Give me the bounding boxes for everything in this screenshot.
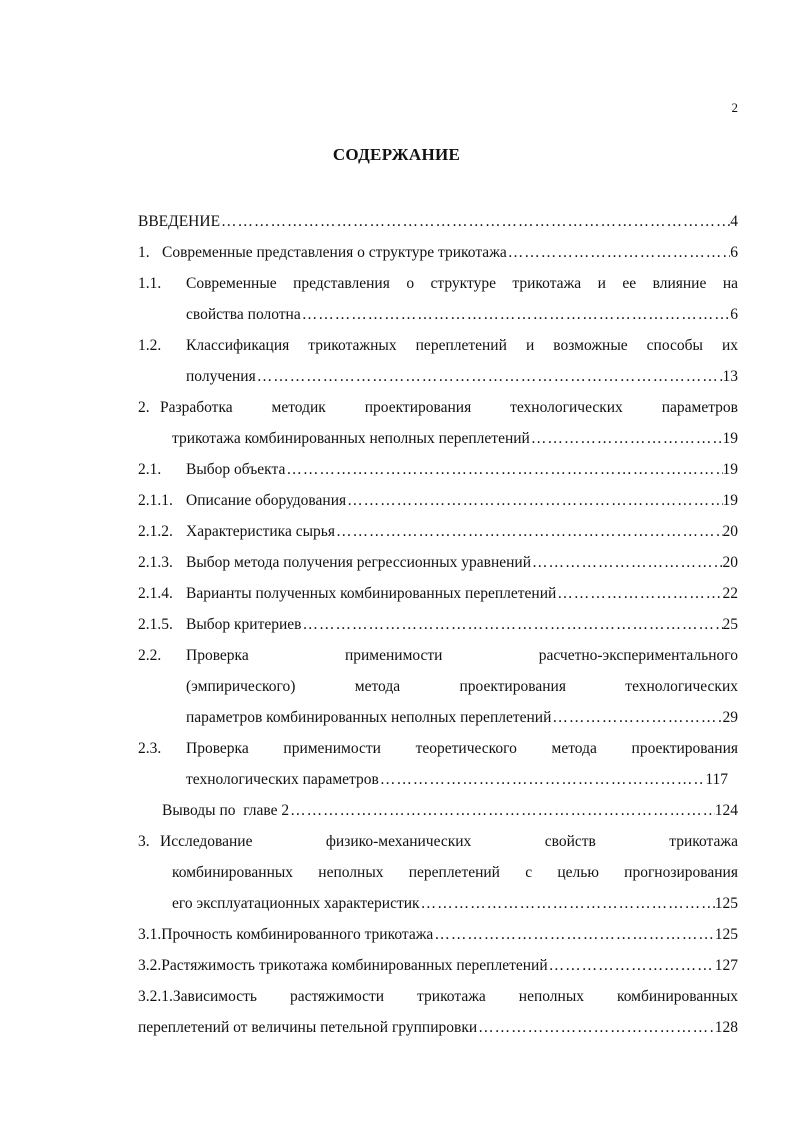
toc-entry-2-1-4 <box>138 578 738 609</box>
toc-entry-number: 2.1. <box>138 461 162 478</box>
toc-entry-number: 1.2. <box>138 337 162 354</box>
toc-leader-dots <box>507 237 730 268</box>
toc-entry-number: 2.2. <box>138 647 162 664</box>
toc-entry-title-line3: параметров комбинированных неполных переплетений <box>186 709 552 726</box>
toc-entry-2-1 <box>138 454 738 485</box>
toc-entry-title: Характеристика сырья <box>186 523 335 540</box>
toc-entry-page: 125 <box>714 926 738 943</box>
toc-entry-number: 3.2. <box>138 957 162 974</box>
toc-entry-title: Современные представления о структуре трикотажа <box>162 244 507 261</box>
toc-leader-dots <box>335 516 723 547</box>
toc-entry-1-2 <box>138 330 738 392</box>
toc-leader-dots <box>433 919 714 950</box>
page-title: СОДЕРЖАНИЕ <box>332 145 461 164</box>
toc-leader-dots <box>289 795 715 826</box>
toc-entry-title-line2: (эмпирического) метода проектирования технологических <box>186 678 738 695</box>
toc-entry-number: 2.1.5. <box>138 616 173 633</box>
toc-entry-page: 127 <box>714 957 738 974</box>
toc-entry-title-line1: Проверка применимости расчетно-экспериментального <box>186 647 738 664</box>
toc-entry-2 <box>138 392 738 454</box>
toc-entry-number: 2. <box>138 399 150 416</box>
toc-entry-number: 3. <box>138 833 150 850</box>
toc-entry-number: 3.1. <box>138 926 162 943</box>
toc-leader-dots <box>531 547 722 578</box>
toc-entry-2-1-2 <box>138 516 738 547</box>
toc-entry-3 <box>138 826 738 919</box>
toc-entry-page: 22 <box>722 585 738 602</box>
toc-entry-number: 1. <box>138 244 150 261</box>
toc-entry-title-line2: получения <box>186 368 256 385</box>
toc-leader-dots <box>379 764 705 795</box>
toc-entry-page: 6 <box>730 244 738 261</box>
toc-leader-dots <box>301 299 731 330</box>
toc-entry-1 <box>138 237 738 268</box>
toc-entry-page: 19 <box>722 430 738 447</box>
toc-entry-title-line2: технологических параметров <box>186 771 379 788</box>
table-of-contents <box>138 206 738 1043</box>
toc-leader-dots <box>551 702 722 733</box>
toc-entry-title: ВВЕДЕНИЕ <box>138 213 221 230</box>
toc-leader-dots <box>420 888 715 919</box>
toc-entry-title-line1: Современные представления о структуре трикотажа и ее влияние на <box>186 275 738 292</box>
toc-entry-page: 25 <box>722 616 738 633</box>
toc-entry-title-line2: трикотажа комбинированных неполных переплетений <box>172 430 530 447</box>
toc-leader-dots <box>285 454 722 485</box>
toc-entry-3-2-1 <box>138 981 738 1043</box>
toc-entry-title-line1: Проверка применимости теоретического метода проектирования <box>186 740 738 757</box>
toc-entry-2-1-5 <box>138 609 738 640</box>
toc-entry-number: 2.1.3. <box>138 554 173 571</box>
toc-entry-title: Варианты полученных комбинированных переплетений <box>186 585 557 602</box>
toc-entry-page: 20 <box>722 554 738 571</box>
toc-entry-1-1 <box>138 268 738 330</box>
toc-entry-title-line3: его эксплуатационных характеристик <box>172 895 420 912</box>
toc-entry-title-line2: комбинированных неполных переплетений с целью прогнозирования <box>172 864 738 881</box>
toc-entry-page: 125 <box>714 895 738 912</box>
toc-leader-dots <box>477 1012 715 1043</box>
toc-entry-title: Выбор критериев <box>186 616 302 633</box>
toc-entry-number: 1.1. <box>138 275 162 292</box>
toc-entry-title-line1: Классификация трикотажных переплетений и возможные способы их <box>186 337 738 354</box>
toc-entry-2-1-3 <box>138 547 738 578</box>
toc-entry-number: 2.1.4. <box>138 585 173 602</box>
toc-leader-dots <box>556 578 722 609</box>
toc-entry-page: 124 <box>714 802 738 819</box>
toc-entry-number: 3.2.1. <box>138 988 173 1005</box>
toc-entry-title-line2: переплетений от величины петельной группировки <box>138 1019 478 1036</box>
toc-leader-dots <box>256 361 723 392</box>
toc-entry-page: 29 <box>722 709 738 726</box>
toc-entry-title: Прочность комбинированного трикотажа <box>161 926 434 943</box>
toc-entry-2-1-1 <box>138 485 738 516</box>
toc-leader-dots <box>302 609 723 640</box>
toc-entry-2-2 <box>138 640 738 733</box>
toc-entry-title: Описание оборудования <box>186 492 347 509</box>
toc-entry-title: Выводы по главе 2 <box>162 802 290 819</box>
toc-leader-dots <box>220 206 730 237</box>
toc-entry-3-2 <box>138 950 738 981</box>
toc-entry-page: 20 <box>722 523 738 540</box>
toc-entry-page: 19 <box>722 492 738 509</box>
toc-entry-number: 2.1.2. <box>138 523 173 540</box>
toc-entry-page: 128 <box>714 1019 738 1036</box>
toc-entry-title-line1: Зависимость растяжимости трикотажа неполных комбинированных <box>172 988 738 1005</box>
toc-entry-title: Выбор метода получения регрессионных уравнений <box>186 554 532 571</box>
toc-entry-title-line1: Исследование физико-механических свойств трикотажа <box>160 833 738 850</box>
toc-entry-title: Выбор объекта <box>186 461 286 478</box>
toc-entry-chapter2-conclusions <box>138 795 738 826</box>
page-number: 2 <box>731 100 738 115</box>
toc-entry-3-1 <box>138 919 738 950</box>
toc-entry-page: 13 <box>722 368 738 385</box>
toc-entry-page: 19 <box>722 461 738 478</box>
toc-entry-title-line1: Разработка методик проектирования технологических параметров <box>160 399 738 416</box>
toc-leader-dots <box>530 423 723 454</box>
toc-entry-page: 117 <box>705 771 728 788</box>
toc-leader-dots <box>548 950 715 981</box>
toc-entry-2-3 <box>138 733 738 795</box>
toc-entry-introduction <box>138 206 738 237</box>
toc-entry-title-line2: свойства полотна <box>186 306 301 323</box>
toc-leader-dots <box>346 485 722 516</box>
toc-entry-number: 2.3. <box>138 740 162 757</box>
toc-entry-title: Растяжимость трикотажа комбинированных переплетений <box>161 957 548 974</box>
toc-entry-number: 2.1.1. <box>138 492 173 509</box>
toc-entry-page: 6 <box>730 306 738 323</box>
toc-entry-page: 4 <box>730 213 738 230</box>
